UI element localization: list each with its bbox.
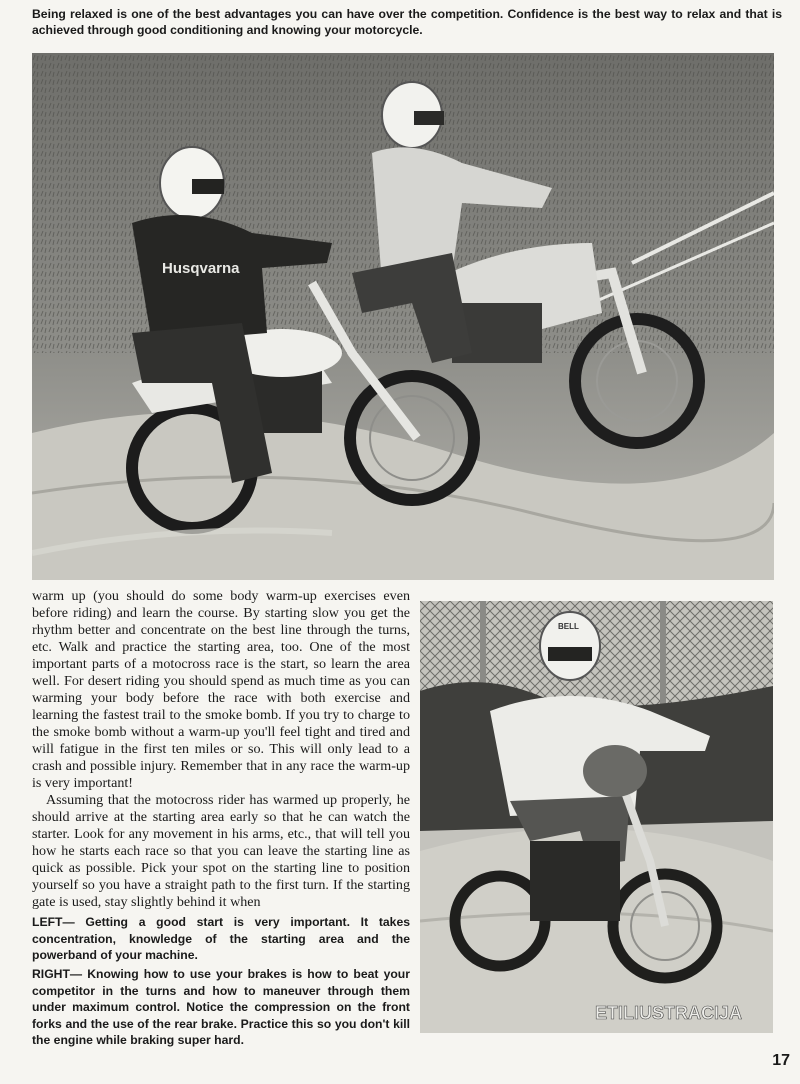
helmet-text: BELL bbox=[558, 622, 579, 631]
body-paragraph-2: Assuming that the motocross rider has warmed up properly, he should arrive at the starting area early so that he can watch the starter. Look for any movement in his arms, etc., that will tell you how he starts each race so that you can leave the starting line as quick as possible. Pick your spot on the starting line to position yourself so you have a straight path to the first turn. If the starting gate is used, stay slightly behind it when bbox=[32, 792, 410, 910]
jersey-text: Husqvarna bbox=[162, 260, 240, 277]
top-caption: Being relaxed is one of the best advantages you can have over the competition. Confidence is the best way to relax and that is achieved through good conditioning and knowing your motorcycle. bbox=[32, 7, 782, 37]
caption-right: RIGHT— Knowing how to use your brakes is how to beat your competitor in the turns and how to maneuver through them under maximum control. Notice the compression on the front forks and the use of the rear brake. Practice this so you don't kill the engine while braking super hard. bbox=[32, 967, 410, 1047]
page-number: 17 bbox=[772, 1052, 790, 1069]
watermark-text: ETILIUSTRACIJA bbox=[595, 1003, 743, 1023]
braking-rider-photo bbox=[420, 601, 773, 1033]
body-paragraph-1: warm up (you should do some body warm-up exercises even before riding) and learn the course. By starting slow you get the rhythm better and concentrate on the best line through the turns, etc. Walk and practice the starting area, too. One of the most important parts of a motocross race is the start, so learn the area well. For desert riding you should spend as much time as you can warming your body before the race with both exercise and learning the fastest trail to the smoke bomb. If you try to charge to the smoke bomb without a warm-up you'll feel tight and tired and will fatigue in the first ten miles or so. This will only lead to a crash and possible injury. Remember that in any race the warm-up is very important! bbox=[32, 588, 410, 791]
article-body bbox=[32, 588, 410, 911]
motocross-start-photo bbox=[32, 53, 774, 580]
caption-left: LEFT— Getting a good start is very important. It takes concentration, knowledge of the starting area and the powerband of your machine. bbox=[32, 915, 410, 962]
